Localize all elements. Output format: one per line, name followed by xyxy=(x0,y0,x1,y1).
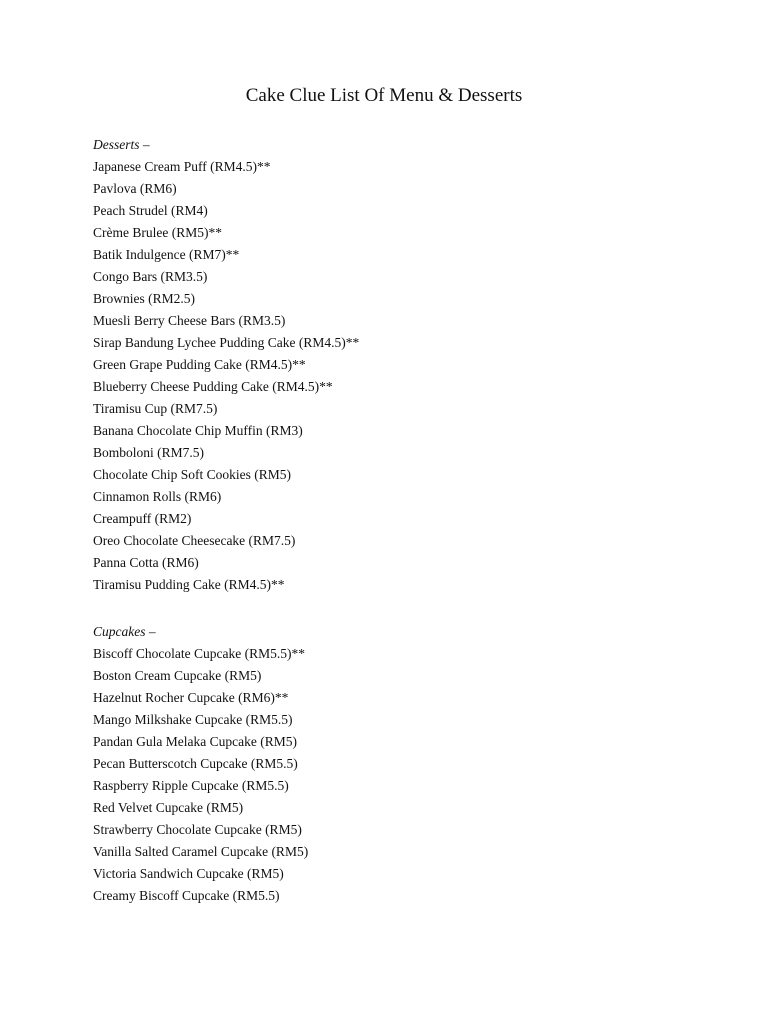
dessert-item: Panna Cotta (RM6) xyxy=(93,555,199,570)
cupcake-item: Boston Cream Cupcake (RM5) xyxy=(93,668,262,683)
dessert-item: Cinnamon Rolls (RM6) xyxy=(93,489,222,504)
cupcake-item: Victoria Sandwich Cupcake (RM5) xyxy=(93,866,284,881)
cupcakes-section xyxy=(93,621,693,907)
dessert-item: Tiramisu Cup (RM7.5) xyxy=(93,401,218,416)
dessert-item: Green Grape Pudding Cake (RM4.5)** xyxy=(93,357,306,372)
dessert-item: Tiramisu Pudding Cake (RM4.5)** xyxy=(93,577,285,592)
dessert-item: Chocolate Chip Soft Cookies (RM5) xyxy=(93,467,291,482)
cupcake-item: Hazelnut Rocher Cupcake (RM6)** xyxy=(93,690,289,705)
desserts-heading: Desserts – xyxy=(93,137,150,152)
desserts-list xyxy=(93,156,693,596)
cupcake-item: Pandan Gula Melaka Cupcake (RM5) xyxy=(93,734,297,749)
dessert-item: Congo Bars (RM3.5) xyxy=(93,269,208,284)
dessert-item: Muesli Berry Cheese Bars (RM3.5) xyxy=(93,313,286,328)
dessert-item: Bomboloni (RM7.5) xyxy=(93,445,205,460)
dessert-item: Banana Chocolate Chip Muffin (RM3) xyxy=(93,423,303,438)
cupcakes-heading: Cupcakes – xyxy=(93,624,156,639)
cupcake-item: Creamy Biscoff Cupcake (RM5.5) xyxy=(93,888,280,903)
document-title: Cake Clue List Of Menu & Desserts xyxy=(245,85,523,106)
dessert-item: Sirap Bandung Lychee Pudding Cake (RM4.5)** xyxy=(93,335,360,350)
cupcake-item: Biscoff Chocolate Cupcake (RM5.5)** xyxy=(93,646,305,661)
dessert-item: Blueberry Cheese Pudding Cake (RM4.5)** xyxy=(93,379,333,394)
cupcake-item: Vanilla Salted Caramel Cupcake (RM5) xyxy=(93,844,309,859)
dessert-item: Crème Brulee (RM5)** xyxy=(93,225,222,240)
desserts-section xyxy=(93,134,693,596)
dessert-item: Batik Indulgence (RM7)** xyxy=(93,247,240,262)
dessert-item: Japanese Cream Puff (RM4.5)** xyxy=(93,159,271,174)
cupcake-item: Mango Milkshake Cupcake (RM5.5) xyxy=(93,712,293,727)
dessert-item: Pavlova (RM6) xyxy=(93,181,177,196)
cupcake-item: Pecan Butterscotch Cupcake (RM5.5) xyxy=(93,756,298,771)
dessert-item: Creampuff (RM2) xyxy=(93,511,192,526)
dessert-item: Peach Strudel (RM4) xyxy=(93,203,208,218)
cupcake-item: Raspberry Ripple Cupcake (RM5.5) xyxy=(93,778,289,793)
dessert-item: Brownies (RM2.5) xyxy=(93,291,195,306)
cupcake-item: Strawberry Chocolate Cupcake (RM5) xyxy=(93,822,302,837)
cupcakes-list xyxy=(93,643,693,907)
cupcake-item: Red Velvet Cupcake (RM5) xyxy=(93,800,244,815)
dessert-item: Oreo Chocolate Cheesecake (RM7.5) xyxy=(93,533,296,548)
